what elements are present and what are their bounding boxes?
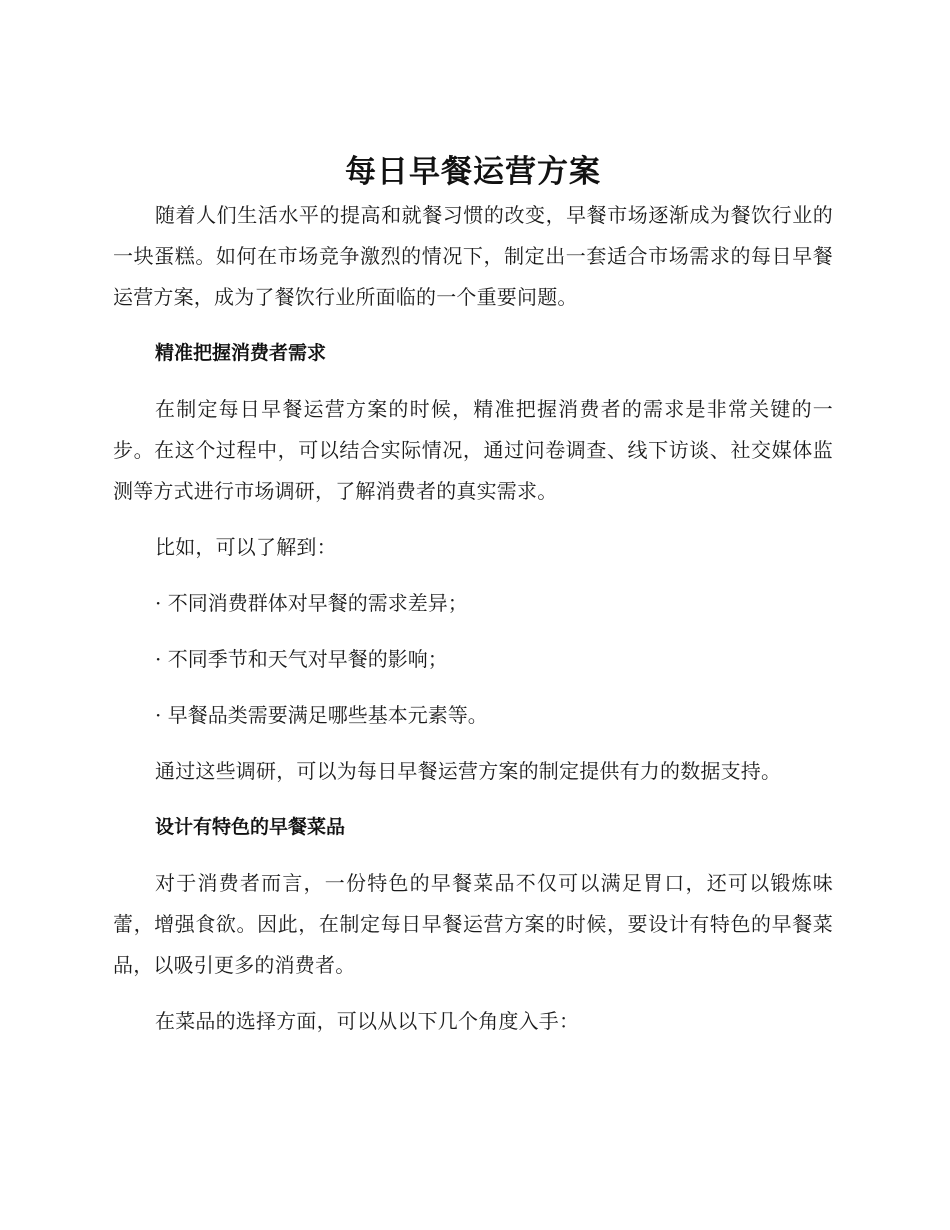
section-heading-consumer-needs: 精准把握消费者需求 bbox=[155, 342, 327, 364]
paragraph-dish-selection: 在菜品的选择方面，可以从以下几个角度入手： bbox=[155, 1009, 580, 1033]
list-item: · 不同季节和天气对早餐的影响； bbox=[155, 647, 448, 671]
paragraph-consumer-needs: 在制定每日早餐运营方案的时候，精准把握消费者的需求是非常关键的一步。在这个过程中，可以结合实际情况，通过问卷调查、线下访谈、社交媒体监测等方式进行市场调研，了解消费者的真实需求。 bbox=[113, 397, 833, 503]
list-item: · 不同消费群体对早餐的需求差异； bbox=[155, 591, 468, 615]
paragraph-for-example: 比如，可以了解到： bbox=[155, 535, 337, 559]
paragraph-research-support: 通过这些调研，可以为每日早餐运营方案的制定提供有力的数据支持。 bbox=[155, 759, 782, 783]
list-item: · 早餐品类需要满足哪些基本元素等。 bbox=[155, 703, 488, 727]
document-page bbox=[113, 150, 833, 1042]
section-heading-special-dishes: 设计有特色的早餐菜品 bbox=[155, 816, 346, 838]
paragraph-special-dishes: 对于消费者而言，一份特色的早餐菜品不仅可以满足胃口，还可以锻炼味蕾，增强食欲。因此，在制定每日早餐运营方案的时候，要设计有特色的早餐菜品，以吸引更多的消费者。 bbox=[113, 871, 833, 977]
document-title: 每日早餐运营方案 bbox=[345, 154, 601, 190]
intro-paragraph: 随着人们生活水平的提高和就餐习惯的改变，早餐市场逐渐成为餐饮行业的一块蛋糕。如何在市场竞争激烈的情况下，制定出一套适合市场需求的每日早餐运营方案，成为了餐饮行业所面临的一个重要问题。 bbox=[113, 203, 833, 309]
